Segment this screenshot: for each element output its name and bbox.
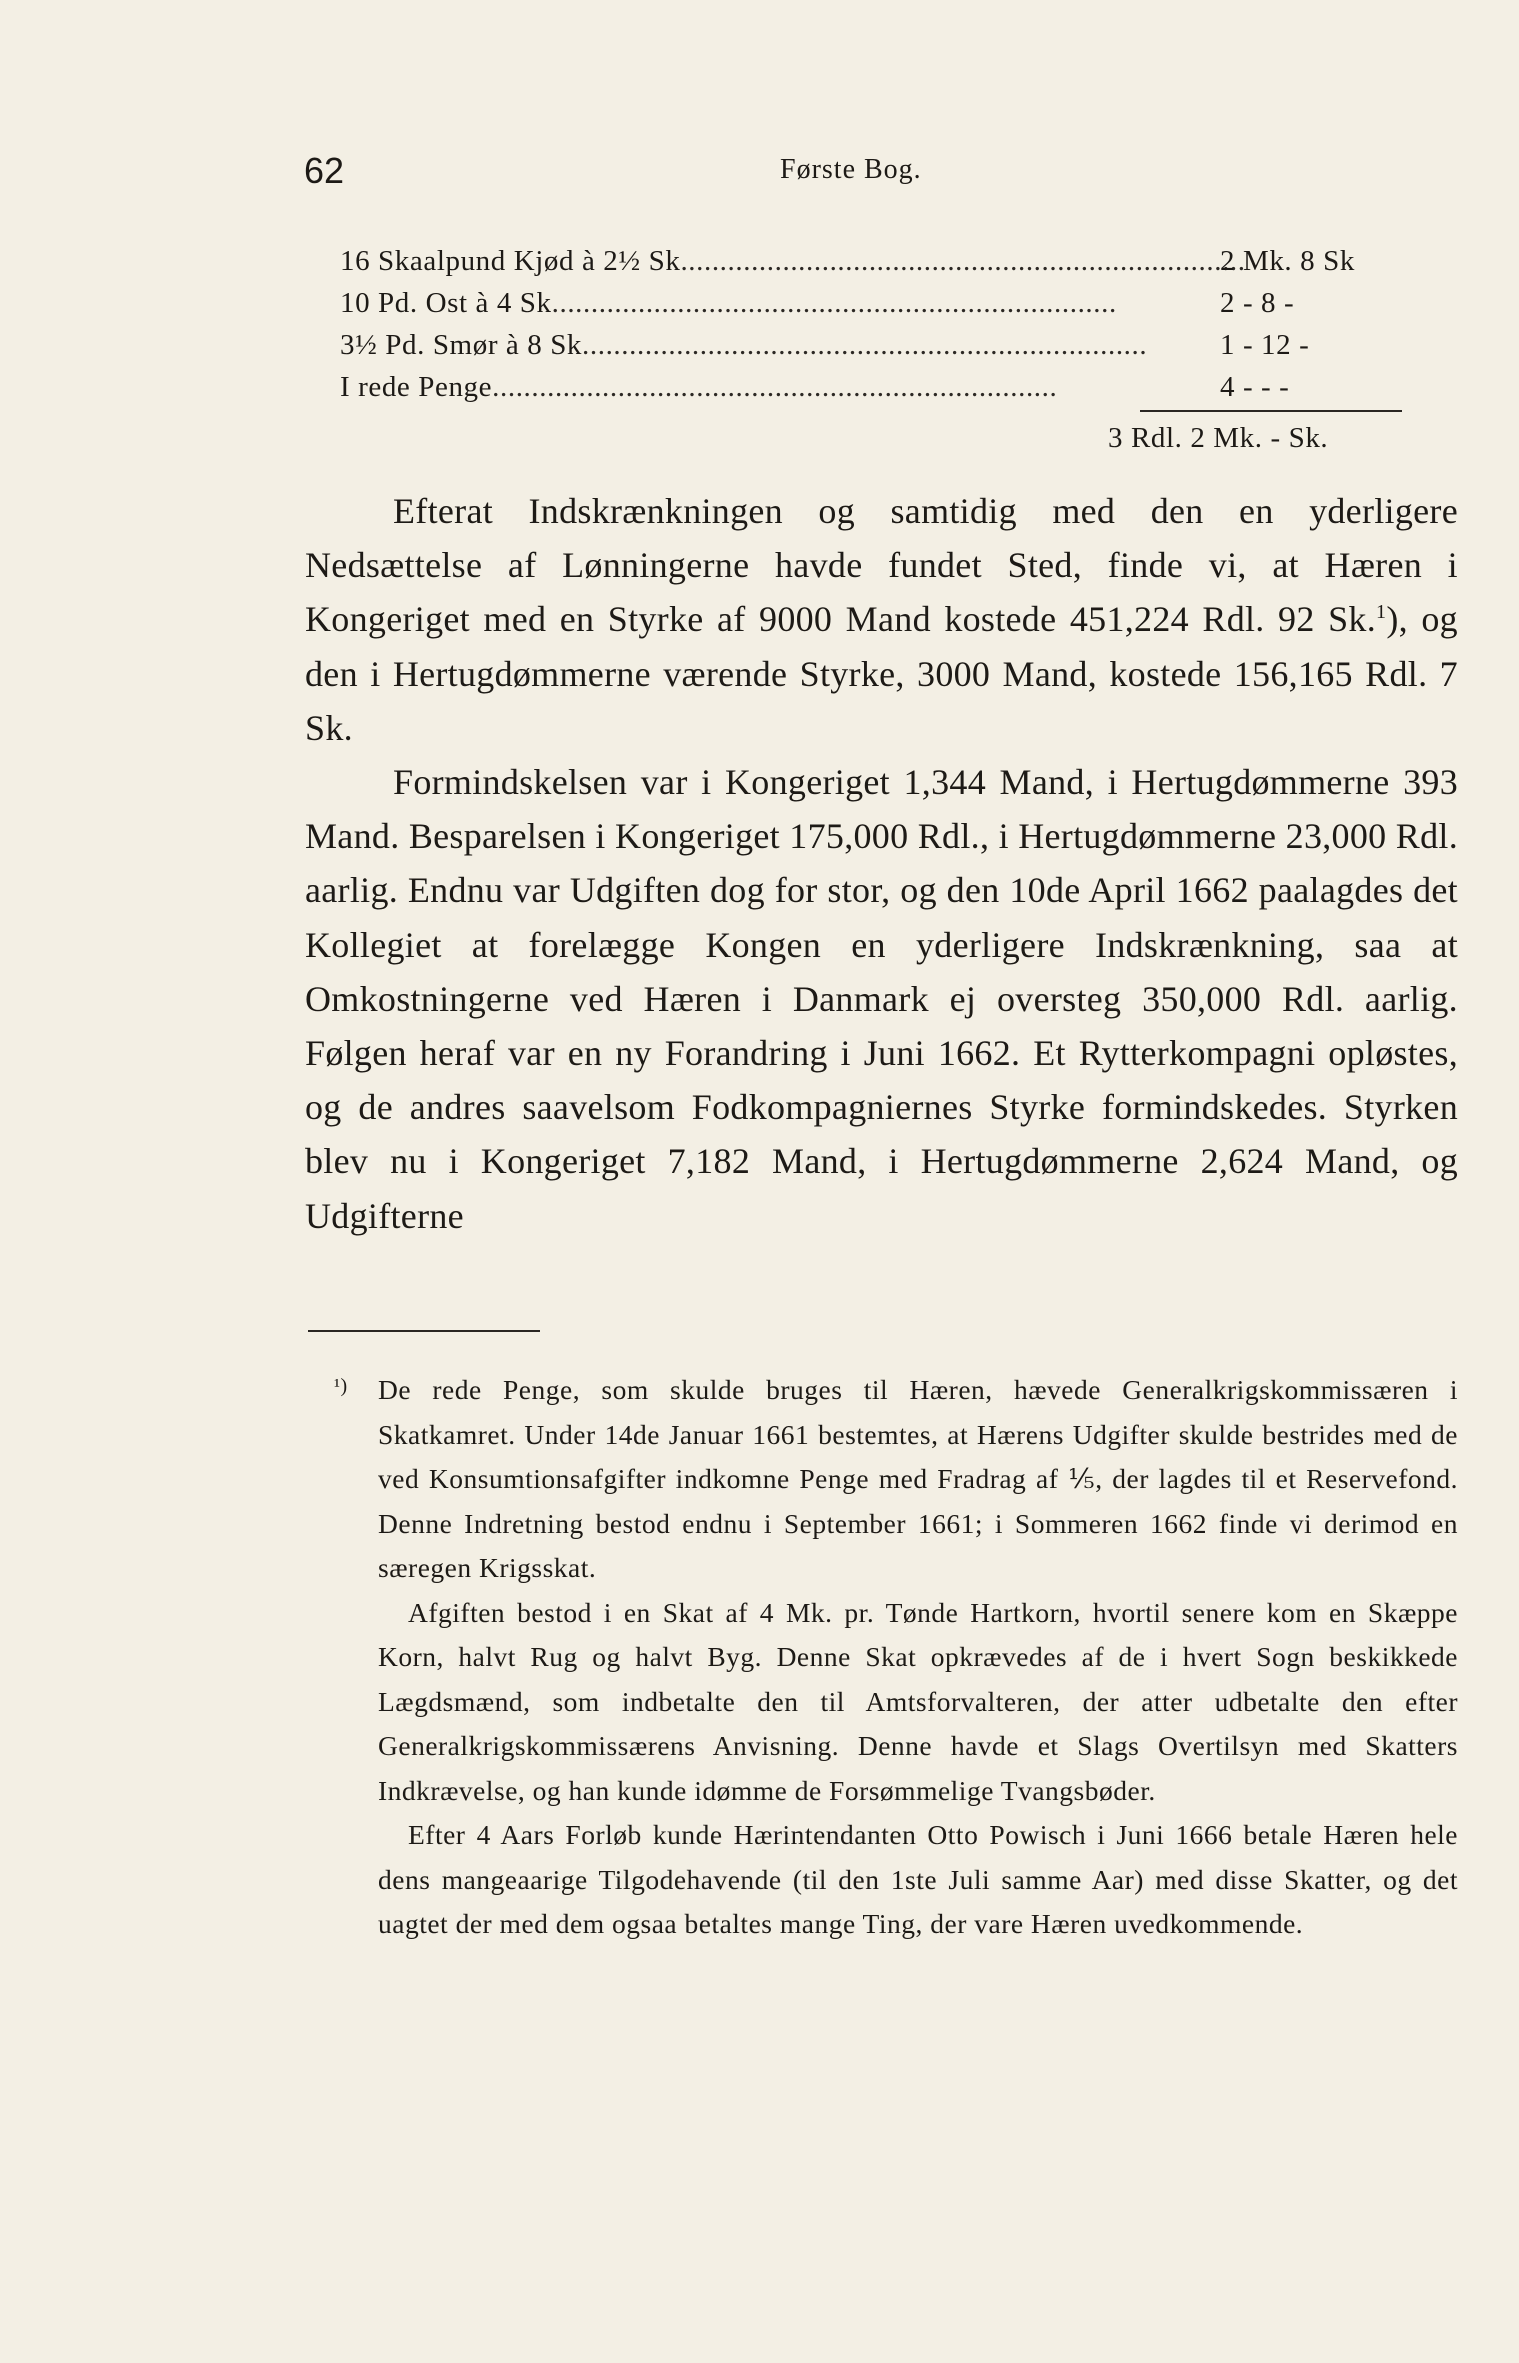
total-rule: [1140, 410, 1402, 412]
account-row: [340, 324, 1410, 366]
account-item: 16 Skaalpund Kjød à 2½ Sk........................................................................: [340, 245, 1246, 277]
account-amount: 1 - 12 -: [1220, 329, 1310, 361]
account-row: [340, 282, 1410, 324]
footnote-divider: [308, 1330, 540, 1332]
account-table: [340, 240, 1410, 454]
account-amount: 4 - - -: [1220, 371, 1290, 403]
account-row: [340, 366, 1410, 408]
account-item: 3½ Pd. Smør à 8 Sk........................................................................: [340, 329, 1148, 361]
account-item: I rede Penge........................................................................: [340, 371, 1058, 403]
account-amount: 2 - 8 -: [1220, 287, 1295, 319]
main-text: [305, 484, 1458, 1243]
account-total: 3 Rdl. 2 Mk. - Sk.: [1108, 422, 1329, 454]
footnote-paragraph: ¹) De rede Penge, som skulde bruges til Hæren, hævede Generalkrigskommissæren i Skatkamret. Under 14de Januar 1661 bestemtes, at Hærens Udgifter skulde bestrides med de ved Konsumtionsafgifter indkomne Penge med Fradrag af ⅕, der lagdes til et Reservefond. Denne Indretning bestod endnu i September 1661; i Sommeren 1662 finde vi derimod en særegen Krigsskat.: [378, 1368, 1458, 1591]
account-item: 10 Pd. Ost à 4 Sk........................................................................: [340, 287, 1117, 319]
leader-dots: ........................................................................: [492, 371, 1058, 403]
account-row: [340, 240, 1410, 282]
leader-dots: ........................................................................: [551, 287, 1117, 319]
running-title: Første Bog.: [780, 154, 922, 185]
account-amount: 2 Mk. 8 Sk: [1220, 245, 1355, 277]
page-number: 62: [304, 150, 345, 191]
running-header: [300, 150, 1460, 200]
footnote-reference: 1: [1376, 601, 1387, 624]
footnote-paragraph: Efter 4 Aars Forløb kunde Hærintendanten Otto Powisch i Juni 1666 betale Hæren hele dens mangeaarige Tilgodehavende (til den 1ste Juli samme Aar) med disse Skatter, og det uagtet der med dem ogsaa betaltes mange Ting, der vare Hæren uvedkommende.: [378, 1819, 1458, 1939]
footnote-paragraph: Afgiften bestod i en Skat af 4 Mk. pr. Tønde Hartkorn, hvortil senere kom en Skæppe Korn, halvt Rug og halvt Byg. Denne Skat opkrævedes af de i hvert Sogn beskikkede Lægdsmænd, som indbetalte den til Amtsforvalteren, der atter udbetalte den efter Generalkrigskommissærens Anvisning. Denne havde et Slags Overtilsyn med Skatters Indkrævelse, og han kunde idømme de Forsømmelige Tvangsbøder.: [378, 1596, 1458, 1806]
leader-dots: ........................................................................: [680, 245, 1246, 277]
paragraph: Formindskelsen var i Kongeriget 1,344 Mand, i Hertugdømmerne 393 Mand. Besparelsen i Kongeriget 175,000 Rdl., i Hertugdømmerne 23,000 Rdl. aarlig. Endnu var Udgiften dog for stor, og den 10de April 1662 paalagdes det Kollegiet at forelægge Kongen en yderligere Indskrænkning, saa at Omkostningerne ved Hæren i Danmark ej oversteg 350,000 Rdl. aarlig. Følgen heraf var en ny Forandring i Juni 1662. Et Rytterkompagni opløstes, og de andres saavelsom Fodkompagniernes Styrke formindskedes. Styrken blev nu i Kongeriget 7,182 Mand, i Hertugdømmerne 2,624 Mand, og Udgifterne: [305, 762, 1458, 1236]
leader-dots: ........................................................................: [582, 329, 1148, 361]
footnotes: [334, 1368, 1458, 1947]
footnote-marker: ¹): [334, 1375, 348, 1397]
paragraph: Efterat Indskrænkningen og samtidig med den en yderligere Nedsættelse af Lønningerne havde fundet Sted, finde vi, at Hæren i Kongeriget med en Styrke af 9000 Mand kostede 451,224 Rdl. 92 Sk.$^1$), og den i Hertugdømmerne værende Styrke, 3000 Mand, kostede 156,165 Rdl. 7 Sk.: [305, 491, 1458, 748]
